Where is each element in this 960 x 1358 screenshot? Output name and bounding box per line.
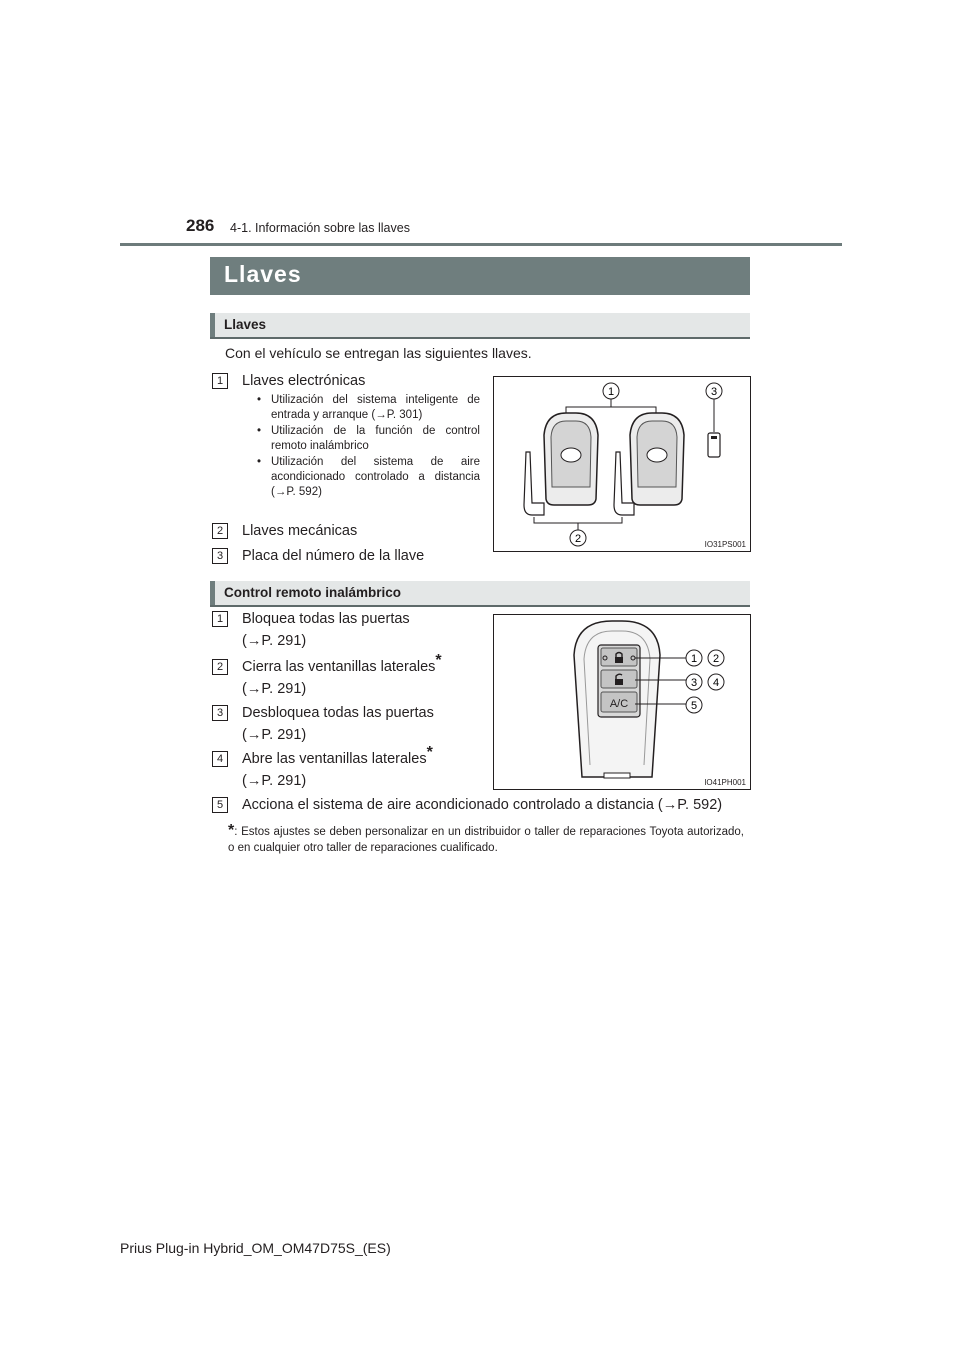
remote-callout-2: 2 — [712, 653, 720, 665]
keys-intro: Con el vehículo se entregan las siguientes llaves. — [225, 345, 532, 361]
section-heading-keys — [210, 313, 750, 339]
figure-code: IO31PS001 — [704, 540, 746, 549]
item-number-badge: 2 — [212, 523, 228, 539]
footnote — [228, 823, 744, 856]
remote-illustration — [494, 615, 750, 789]
ac-button-label: A/C — [609, 698, 629, 710]
page-title: Llaves — [224, 261, 302, 287]
item-number-badge: 3 — [212, 705, 228, 721]
remote-callout-1: 1 — [690, 653, 698, 665]
page-title-bar — [210, 257, 750, 295]
footnote-mark: * — [228, 822, 235, 839]
keys-callout-1: 1 — [607, 386, 615, 398]
section-heading-keys-label: Llaves — [224, 317, 267, 332]
item-lock-all-doors: Bloquea todas las puertas (→P. 291) — [242, 611, 410, 649]
keys-illustration — [494, 377, 750, 551]
footnote-text: : Estos ajustes se deben personalizar en un distribuidor o taller de reparaciones Toyota autorizado, o en cualquier otro taller de reparaciones cualificado. — [228, 826, 744, 854]
bullet-item: • Utilización del sistema de aire acondicionado controlado a distancia (→P. 592) — [257, 456, 480, 498]
header-rule — [120, 243, 842, 246]
page-number: 286 — [186, 216, 215, 235]
item-number-badge: 3 — [212, 548, 228, 564]
item-key-number-plate: Placa del número de la llave — [242, 548, 425, 564]
item-number-badge: 1 — [212, 373, 228, 389]
electronic-keys-bullets — [255, 393, 480, 501]
remote-callout-5: 5 — [690, 700, 698, 712]
item-number-badge: 5 — [212, 797, 228, 813]
item-number-badge: 2 — [212, 659, 228, 675]
item-unlock-all-doors: Desbloquea todas las puertas (→P. 291) — [242, 705, 434, 743]
figure-code: IO41PH001 — [704, 778, 746, 787]
remote-callout-3: 3 — [690, 677, 698, 689]
item-electronic-keys: Llaves electrónicas — [242, 373, 366, 389]
item-number-badge: 4 — [212, 751, 228, 767]
item-number-badge: 1 — [212, 611, 228, 627]
remote-figure — [493, 614, 751, 790]
section-heading-remote-label: Control remoto inalámbrico — [224, 585, 402, 600]
section-heading-remote — [210, 581, 750, 607]
item-mechanical-keys: Llaves mecánicas — [242, 523, 358, 539]
keys-callout-2: 2 — [574, 533, 582, 545]
remote-callout-4: 4 — [712, 677, 720, 689]
bullet-item: • Utilización del sistema inteligente de entrada y arranque (→P. 301) — [257, 394, 480, 421]
keys-figure — [493, 376, 751, 552]
item-open-windows: Abre las ventanillas laterales* (→P. 291) — [242, 744, 433, 789]
keys-callout-3: 3 — [710, 386, 718, 398]
footer-document-id: Prius Plug-in Hybrid_OM_OM47D75S_(ES) — [120, 1240, 391, 1256]
item-remote-air-conditioning: Acciona el sistema de aire acondicionado controlado a distancia (→P. 592) — [242, 797, 723, 813]
chapter-title: 4-1. Información sobre las llaves — [230, 221, 410, 235]
bullet-item: • Utilización de la función de control remoto inalámbrico — [257, 425, 480, 452]
item-close-windows: Cierra las ventanillas laterales* (→P. 291) — [242, 652, 442, 697]
